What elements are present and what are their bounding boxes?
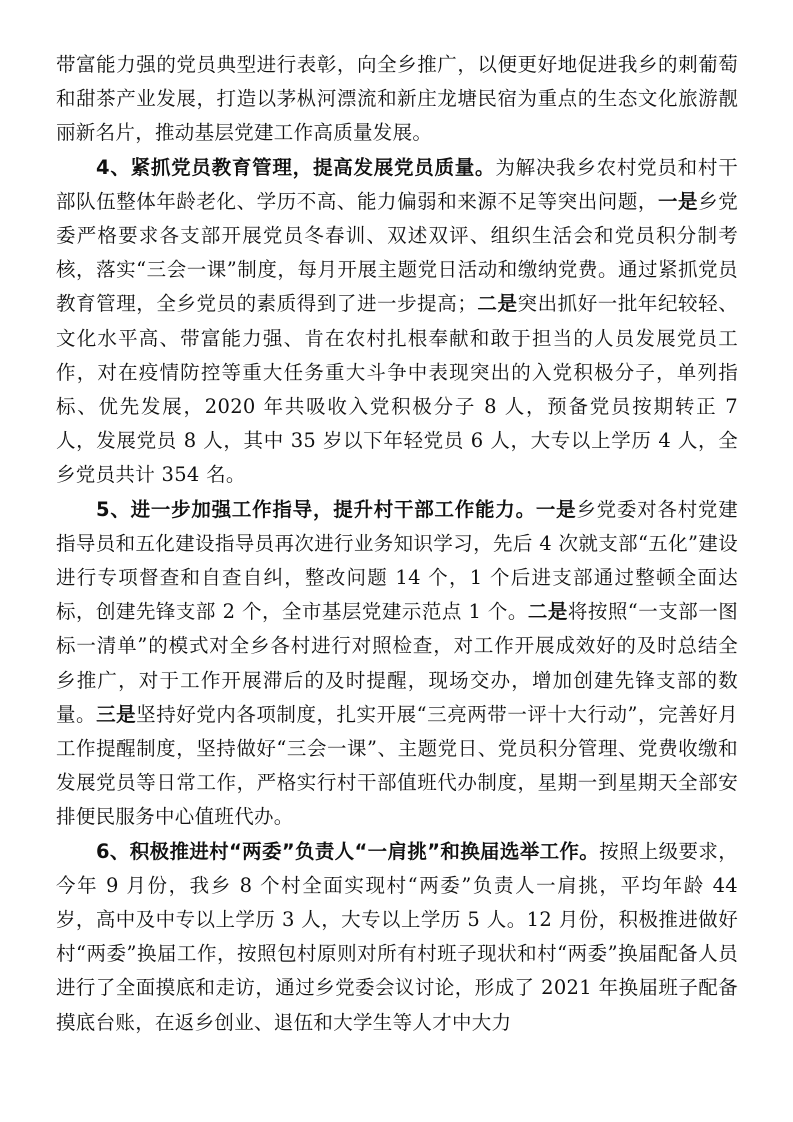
paragraph-text: 将按照“一支部一图标一清单”的模式对全乡各村进行对照检查，对工作开展成效好的及时总结全乡推广，对于工作开展滞后的及时提醒，现场交办，增加创建先锋支部的数量。 bbox=[56, 600, 738, 726]
section-heading-4: 4、紧抓党员教育管理，提高发展党员质量。 bbox=[96, 155, 496, 179]
paragraph-text: 按照上级要求，今年 9 月份，我乡 8 个村全面实现村“两委”负责人一肩挑，平均年龄 44 岁，高中及中专以上学历 3 人，大专以上学历 5 人。12 月份，积极推进做好村“两委”换届工作，按照包村原则对所有村班子现状和村“两委”换届配备人员进行了全面摸底和走访，通过乡党委会议讨论，形成了 2021 年换届班子配备摸底台账，在返乡创业、退伍和大学生等人才中大力 bbox=[56, 839, 738, 1034]
list-marker-first: 一是 bbox=[657, 189, 699, 213]
paragraph-text: 乡党委严格要求各支部开展党员冬春训、双述双评、组织生活会和党员积分制考核，落实“三会一课”制度，每月开展主题党日活动和缴纳党费。通过紧抓党员教育管理，全乡党员的素质得到了进一步提高； bbox=[56, 189, 738, 316]
paragraph-text: 为解决我乡农村党员和村干部队伍整体年龄老化、学历不高、能力偏弱和来源不足等突出问题， bbox=[56, 155, 738, 213]
document-page bbox=[56, 48, 738, 1040]
section-heading-6: 6、积极推进村“两委”负责人“一肩挑”和换届选举工作。 bbox=[96, 839, 600, 863]
paragraph-section-4 bbox=[56, 151, 738, 493]
list-marker-first: 一是 bbox=[535, 497, 577, 521]
paragraph-section-6 bbox=[56, 835, 738, 1040]
paragraph-text: 乡党委对各村党建指导员和五化建设指导员再次进行业务知识学习，先后 4 次就支部“五化”建设进行专项督查和自查自纠，整改问题 14 个，1 个后进支部通过整顿全面达标，创建先锋支部 2 个，全市基层党建示范点 1 个。 bbox=[56, 497, 738, 624]
paragraph-text: 坚持好党内各项制度，扎实开展“三亮两带一评十大行动”，完善好月工作提醒制度，坚持做好“三会一课”、主题党日、党员积分管理、党费收缴和发展党员等日常工作，严格实行村干部值班代办制度，星期一到星期天全部安排便民服务中心值班代办。 bbox=[56, 702, 738, 829]
paragraph-text: 带富能力强的党员典型进行表彰，向全乡推广，以便更好地促进我乡的刺葡萄和甜茶产业发展，打造以茅枞河漂流和新庄龙塘民宿为重点的生态文化旅游靓丽新名片，推动基层党建工作高质量发展。 bbox=[56, 53, 738, 145]
list-marker-third: 三是 bbox=[96, 702, 137, 726]
paragraph-text: 突出抓好一批年纪较轻、文化水平高、带富能力强、肯在农村扎根奉献和敢于担当的人员发展党员工作，对在疫情防控等重大任务重大斗争中表现突出的入党积极分子，单列指标、优先发展，2020 年共吸收入党积极分子 8 人，预备党员按期转正 7 人，发展党员 8 人，其中 35 岁以下年轻党员 6 人，大专以上学历 4 人，全乡党员共计 354 名。 bbox=[56, 292, 738, 487]
paragraph-continuation bbox=[56, 48, 738, 151]
section-heading-5: 5、进一步加强工作指导，提升村干部工作能力。 bbox=[96, 497, 536, 521]
list-marker-second: 二是 bbox=[527, 600, 568, 624]
paragraph-section-5 bbox=[56, 493, 738, 835]
list-marker-second: 二是 bbox=[477, 292, 518, 316]
